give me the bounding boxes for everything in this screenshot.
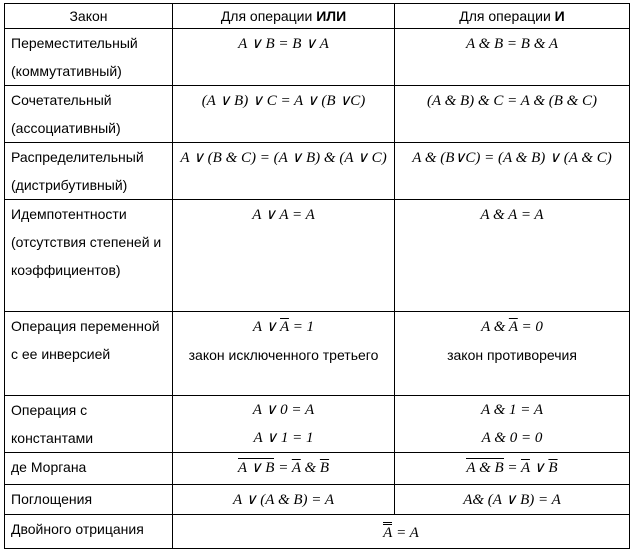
and-formula — [395, 200, 630, 312]
law-name: Распределительный (дистрибутивный) — [5, 143, 173, 200]
header-and-op: И — [554, 8, 565, 24]
and-formula-inverse: $\overline{A}$ — [508, 319, 518, 335]
and-formula — [395, 453, 630, 485]
double-negation-var: A — [383, 522, 392, 541]
and-formula-text: A& (A ∨ B) = A — [463, 492, 561, 508]
table-row — [5, 453, 630, 485]
and-formula — [395, 485, 630, 515]
or-formula-op: & — [300, 460, 320, 476]
header-or — [173, 4, 395, 29]
or-formula — [173, 29, 395, 86]
table-row — [5, 29, 630, 86]
header-row — [5, 4, 630, 29]
or-formula-inverse: $\overline{A}$ — [280, 319, 289, 335]
or-formula-text: A ∨ B = B ∨ A — [238, 36, 329, 52]
table-row — [5, 396, 630, 453]
and-formula — [395, 396, 630, 453]
or-formula-text: (A ∨ B) ∨ C = A ∨ (B ∨C) — [201, 93, 366, 109]
and-formula — [395, 143, 630, 200]
and-formula-rhs: = 0 — [517, 319, 543, 335]
or-formula — [173, 312, 395, 396]
and-formula-text: A & (B∨C) = (A & B) ∨ (A & C) — [412, 150, 612, 166]
table-row — [5, 515, 630, 549]
and-formula-note: закон противоречия — [447, 347, 577, 363]
or-formula-b: $\overline{B}$ — [319, 460, 330, 476]
and-formula-line: A & 1 = A — [480, 402, 544, 418]
double-negation-formula — [173, 515, 630, 549]
or-formula — [173, 453, 395, 485]
and-formula-a: $\overline{A}$ — [521, 460, 530, 476]
and-formula — [395, 29, 630, 86]
and-formula-text: A & A = A — [480, 207, 544, 223]
or-formula-line: A ∨ 1 = 1 — [253, 430, 314, 446]
law-name: Операция переменной с ее инверсией — [5, 312, 173, 396]
table-row — [5, 312, 630, 396]
law-name: Операция с константами — [5, 396, 173, 453]
law-name: Двойного отрицания — [5, 515, 173, 549]
or-formula — [173, 143, 395, 200]
table-row — [5, 143, 630, 200]
or-formula-rhs: = 1 — [288, 319, 315, 335]
header-law: Закон — [5, 4, 173, 29]
and-formula-text: A & B = B & A — [465, 36, 559, 52]
table-row — [5, 200, 630, 312]
or-formula-var: A ∨ — [252, 319, 281, 335]
and-formula — [395, 312, 630, 396]
header-or-op: ИЛИ — [316, 8, 347, 24]
or-formula-text: A ∨ (A & B) = A — [232, 492, 335, 508]
or-formula — [173, 485, 395, 515]
law-name: Переместительный (коммутативный) — [5, 29, 173, 86]
or-formula-a: $\overline{A}$ — [291, 460, 301, 476]
or-formula — [173, 200, 395, 312]
or-formula — [173, 86, 395, 143]
law-name: Поглощения — [5, 485, 173, 515]
or-formula-lhs: A ∨ B — [237, 460, 275, 476]
or-formula-eq: = — [274, 460, 292, 476]
header-or-prefix: Для операции — [220, 8, 317, 24]
law-name: де Моргана — [5, 453, 173, 485]
or-formula-text: A ∨ (B & C) = (A ∨ B) & (A ∨ C) — [180, 150, 387, 166]
and-formula-eq: = — [503, 460, 522, 476]
or-formula-text: A ∨ A = A — [252, 207, 315, 223]
and-formula-line: A & 0 = 0 — [481, 430, 543, 446]
or-formula-line: A ∨ 0 = A — [252, 402, 315, 418]
header-and — [395, 4, 630, 29]
boolean-laws-table — [4, 3, 630, 549]
and-formula-text: (A & B) & C = A & (B & C) — [426, 93, 598, 109]
or-formula — [173, 396, 395, 453]
law-name: Сочетательный (ассоциативный) — [5, 86, 173, 143]
and-formula-lhs: A & B — [466, 460, 504, 476]
and-formula-op: ∨ — [529, 460, 549, 476]
table-row — [5, 86, 630, 143]
law-name: Идемпотентности (отсутствия степеней и коэффициентов) — [5, 200, 173, 312]
and-formula-b: $\overline{B}$ — [548, 460, 558, 476]
table-row — [5, 485, 630, 515]
and-formula-var: A & — [481, 319, 509, 335]
double-negation-rhs: = A — [392, 525, 419, 541]
header-and-prefix: Для операции — [459, 8, 555, 24]
or-formula-note: закон исключенного третьего — [188, 347, 379, 363]
and-formula — [395, 86, 630, 143]
